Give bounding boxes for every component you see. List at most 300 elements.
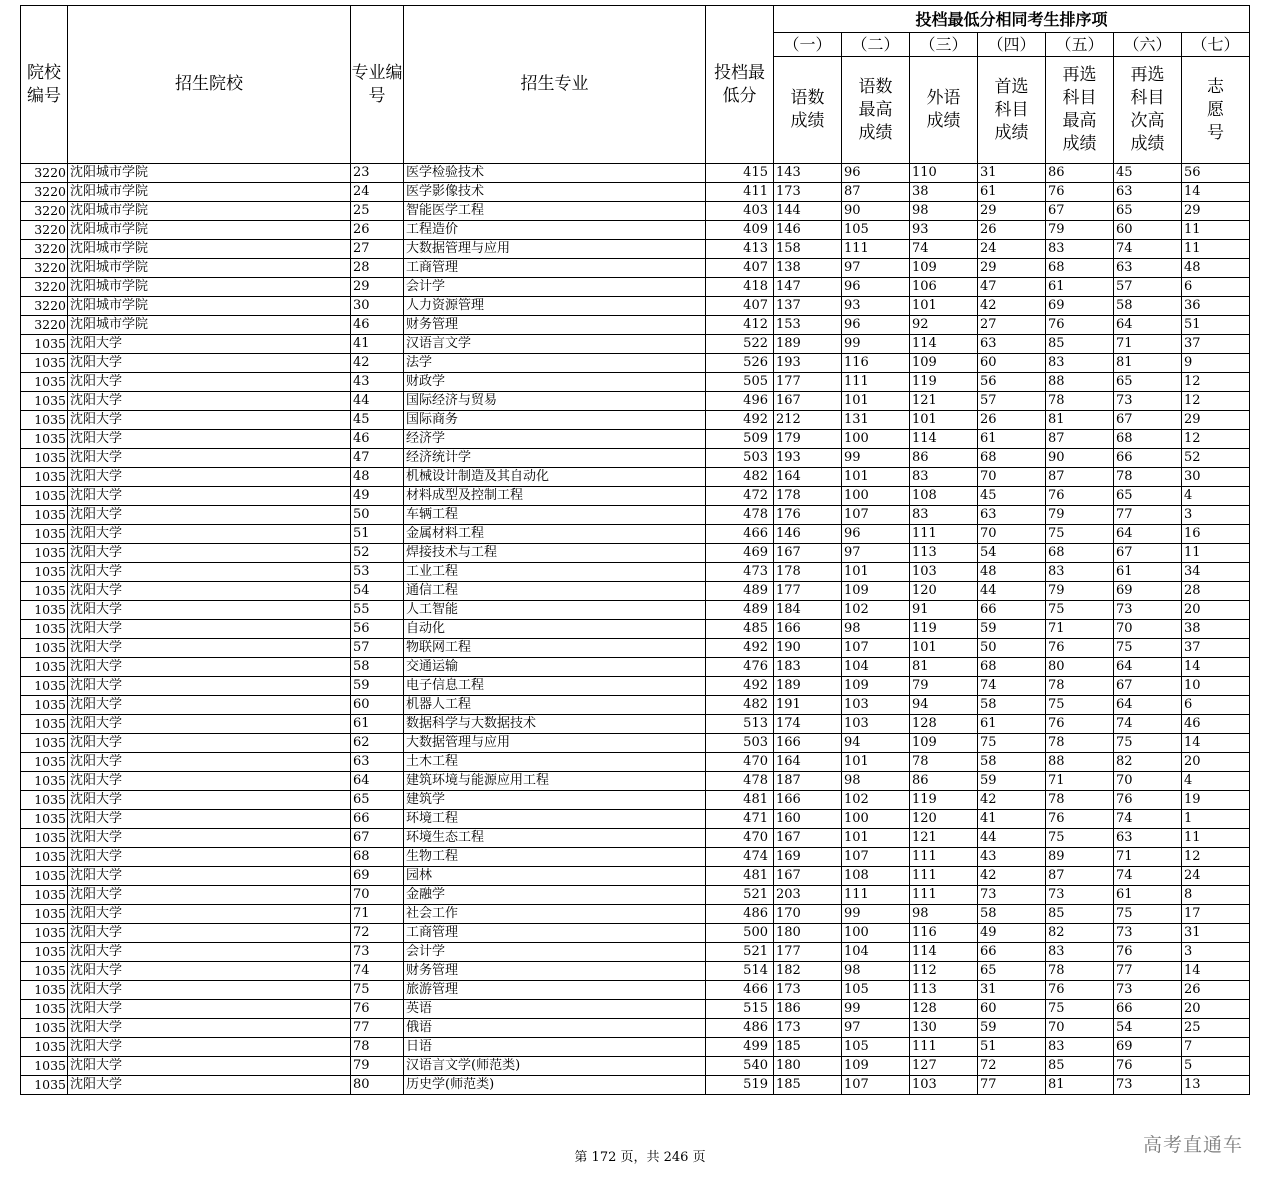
cell-item-1: 182 xyxy=(774,962,842,981)
cell-min-score: 521 xyxy=(706,943,774,962)
cell-school-code: 3220 xyxy=(21,164,68,183)
cell-item-1: 164 xyxy=(774,468,842,487)
cell-major-name: 材料成型及控制工程 xyxy=(404,487,706,506)
cell-item-2: 109 xyxy=(842,582,910,601)
table-row xyxy=(21,316,1250,335)
cell-item-1: 169 xyxy=(774,848,842,867)
cell-min-score: 485 xyxy=(706,620,774,639)
cell-item-6: 67 xyxy=(1114,544,1182,563)
cell-school-name: 沈阳大学 xyxy=(68,924,351,943)
cell-item-5: 76 xyxy=(1046,183,1114,202)
table-row xyxy=(21,544,1250,563)
page-number: 第 172 页，共 246 页 xyxy=(574,1150,706,1165)
cell-item-3: 111 xyxy=(910,525,978,544)
cell-school-code: 1035 xyxy=(21,392,68,411)
cell-school-name: 沈阳大学 xyxy=(68,696,351,715)
cell-school-name: 沈阳大学 xyxy=(68,658,351,677)
cell-min-score: 514 xyxy=(706,962,774,981)
cell-item-7: 14 xyxy=(1182,962,1250,981)
table-row xyxy=(21,278,1250,297)
cell-item-4: 29 xyxy=(978,202,1046,221)
cell-school-code: 1035 xyxy=(21,677,68,696)
table-row xyxy=(21,620,1250,639)
cell-major-name: 人力资源管理 xyxy=(404,297,706,316)
header-item-1-num: （一） xyxy=(774,33,842,57)
cell-major-code: 29 xyxy=(351,278,404,297)
cell-major-name: 智能医学工程 xyxy=(404,202,706,221)
cell-school-name: 沈阳大学 xyxy=(68,886,351,905)
cell-item-7: 37 xyxy=(1182,335,1250,354)
cell-item-7: 20 xyxy=(1182,1000,1250,1019)
cell-item-6: 65 xyxy=(1114,373,1182,392)
cell-min-score: 474 xyxy=(706,848,774,867)
cell-major-code: 25 xyxy=(351,202,404,221)
cell-min-score: 509 xyxy=(706,430,774,449)
cell-item-6: 76 xyxy=(1114,791,1182,810)
cell-major-name: 机械设计制造及其自动化 xyxy=(404,468,706,487)
cell-school-code: 1035 xyxy=(21,620,68,639)
cell-major-name: 交通运输 xyxy=(404,658,706,677)
cell-item-5: 69 xyxy=(1046,297,1114,316)
cell-item-4: 43 xyxy=(978,848,1046,867)
table-row xyxy=(21,335,1250,354)
cell-min-score: 412 xyxy=(706,316,774,335)
cell-item-2: 98 xyxy=(842,772,910,791)
cell-major-code: 56 xyxy=(351,620,404,639)
cell-item-1: 185 xyxy=(774,1076,842,1095)
cell-major-code: 51 xyxy=(351,525,404,544)
cell-item-1: 167 xyxy=(774,867,842,886)
cell-item-6: 69 xyxy=(1114,1038,1182,1057)
cell-school-name: 沈阳城市学院 xyxy=(68,259,351,278)
cell-school-code: 1035 xyxy=(21,943,68,962)
cell-item-3: 94 xyxy=(910,696,978,715)
cell-major-code: 44 xyxy=(351,392,404,411)
cell-major-name: 财政学 xyxy=(404,373,706,392)
cell-item-1: 153 xyxy=(774,316,842,335)
cell-item-6: 70 xyxy=(1114,772,1182,791)
cell-major-name: 人工智能 xyxy=(404,601,706,620)
cell-item-2: 103 xyxy=(842,696,910,715)
table-row xyxy=(21,392,1250,411)
cell-min-score: 505 xyxy=(706,373,774,392)
cell-school-name: 沈阳大学 xyxy=(68,411,351,430)
header-major-name: 招生专业 xyxy=(404,6,706,164)
cell-school-name: 沈阳城市学院 xyxy=(68,221,351,240)
cell-major-name: 英语 xyxy=(404,1000,706,1019)
cell-major-code: 55 xyxy=(351,601,404,620)
cell-item-1: 191 xyxy=(774,696,842,715)
cell-item-1: 178 xyxy=(774,563,842,582)
cell-major-code: 43 xyxy=(351,373,404,392)
cell-item-2: 104 xyxy=(842,658,910,677)
cell-major-code: 78 xyxy=(351,1038,404,1057)
table-row xyxy=(21,1019,1250,1038)
cell-item-1: 184 xyxy=(774,601,842,620)
cell-major-name: 会计学 xyxy=(404,278,706,297)
cell-item-6: 63 xyxy=(1114,259,1182,278)
cell-item-2: 96 xyxy=(842,164,910,183)
cell-item-2: 100 xyxy=(842,810,910,829)
cell-item-4: 44 xyxy=(978,582,1046,601)
cell-item-6: 75 xyxy=(1114,734,1182,753)
cell-school-name: 沈阳城市学院 xyxy=(68,278,351,297)
cell-item-6: 77 xyxy=(1114,506,1182,525)
cell-school-name: 沈阳大学 xyxy=(68,734,351,753)
cell-item-3: 114 xyxy=(910,335,978,354)
cell-item-3: 119 xyxy=(910,791,978,810)
cell-item-1: 185 xyxy=(774,1038,842,1057)
cell-item-5: 75 xyxy=(1046,601,1114,620)
cell-item-2: 98 xyxy=(842,620,910,639)
cell-item-2: 96 xyxy=(842,525,910,544)
cell-major-name: 生物工程 xyxy=(404,848,706,867)
header-item-5-label: 再选科目最高成绩 xyxy=(1046,57,1114,164)
cell-item-1: 170 xyxy=(774,905,842,924)
cell-item-7: 14 xyxy=(1182,734,1250,753)
cell-item-7: 11 xyxy=(1182,829,1250,848)
cell-item-4: 61 xyxy=(978,715,1046,734)
cell-item-6: 67 xyxy=(1114,677,1182,696)
cell-school-code: 3220 xyxy=(21,278,68,297)
cell-item-2: 107 xyxy=(842,639,910,658)
cell-school-name: 沈阳大学 xyxy=(68,373,351,392)
cell-item-5: 79 xyxy=(1046,506,1114,525)
cell-item-2: 116 xyxy=(842,354,910,373)
cell-min-score: 503 xyxy=(706,734,774,753)
cell-item-7: 10 xyxy=(1182,677,1250,696)
cell-item-4: 75 xyxy=(978,734,1046,753)
cell-major-name: 医学检验技术 xyxy=(404,164,706,183)
cell-item-1: 146 xyxy=(774,221,842,240)
cell-item-6: 73 xyxy=(1114,981,1182,1000)
cell-item-4: 72 xyxy=(978,1057,1046,1076)
cell-item-1: 166 xyxy=(774,734,842,753)
cell-item-7: 12 xyxy=(1182,373,1250,392)
cell-item-4: 70 xyxy=(978,468,1046,487)
cell-item-1: 183 xyxy=(774,658,842,677)
cell-item-1: 177 xyxy=(774,373,842,392)
cell-item-3: 101 xyxy=(910,639,978,658)
cell-school-code: 1035 xyxy=(21,430,68,449)
cell-item-5: 76 xyxy=(1046,487,1114,506)
cell-item-6: 74 xyxy=(1114,810,1182,829)
cell-major-name: 环境工程 xyxy=(404,810,706,829)
header-item-3-num: （三） xyxy=(910,33,978,57)
cell-school-name: 沈阳大学 xyxy=(68,1038,351,1057)
cell-item-3: 119 xyxy=(910,620,978,639)
cell-item-3: 98 xyxy=(910,905,978,924)
cell-school-code: 1035 xyxy=(21,1000,68,1019)
cell-item-3: 103 xyxy=(910,1076,978,1095)
cell-item-1: 212 xyxy=(774,411,842,430)
cell-item-3: 111 xyxy=(910,1038,978,1057)
cell-school-code: 1035 xyxy=(21,715,68,734)
cell-school-name: 沈阳城市学院 xyxy=(68,202,351,221)
cell-item-1: 177 xyxy=(774,943,842,962)
cell-min-score: 500 xyxy=(706,924,774,943)
cell-item-1: 158 xyxy=(774,240,842,259)
cell-major-code: 68 xyxy=(351,848,404,867)
cell-school-name: 沈阳城市学院 xyxy=(68,183,351,202)
cell-item-7: 14 xyxy=(1182,658,1250,677)
cell-item-1: 193 xyxy=(774,354,842,373)
cell-item-7: 56 xyxy=(1182,164,1250,183)
cell-item-5: 75 xyxy=(1046,696,1114,715)
cell-item-3: 106 xyxy=(910,278,978,297)
cell-major-name: 经济学 xyxy=(404,430,706,449)
cell-major-name: 历史学(师范类) xyxy=(404,1076,706,1095)
cell-item-6: 66 xyxy=(1114,1000,1182,1019)
cell-major-code: 42 xyxy=(351,354,404,373)
cell-school-code: 3220 xyxy=(21,316,68,335)
cell-school-name: 沈阳大学 xyxy=(68,1057,351,1076)
cell-item-3: 111 xyxy=(910,867,978,886)
cell-item-3: 114 xyxy=(910,430,978,449)
cell-item-3: 93 xyxy=(910,221,978,240)
cell-item-5: 75 xyxy=(1046,525,1114,544)
cell-item-5: 68 xyxy=(1046,259,1114,278)
cell-min-score: 413 xyxy=(706,240,774,259)
cell-major-name: 园林 xyxy=(404,867,706,886)
cell-item-5: 79 xyxy=(1046,221,1114,240)
table-row xyxy=(21,772,1250,791)
cell-item-6: 71 xyxy=(1114,335,1182,354)
cell-min-score: 469 xyxy=(706,544,774,563)
cell-major-code: 30 xyxy=(351,297,404,316)
cell-school-code: 1035 xyxy=(21,582,68,601)
cell-major-name: 电子信息工程 xyxy=(404,677,706,696)
cell-school-code: 1035 xyxy=(21,449,68,468)
table-row xyxy=(21,240,1250,259)
cell-item-5: 83 xyxy=(1046,354,1114,373)
cell-item-3: 119 xyxy=(910,373,978,392)
table-row xyxy=(21,411,1250,430)
cell-major-code: 69 xyxy=(351,867,404,886)
cell-item-1: 180 xyxy=(774,1057,842,1076)
cell-major-code: 26 xyxy=(351,221,404,240)
cell-item-4: 59 xyxy=(978,620,1046,639)
cell-min-score: 407 xyxy=(706,297,774,316)
cell-item-5: 76 xyxy=(1046,810,1114,829)
cell-item-3: 121 xyxy=(910,829,978,848)
cell-min-score: 513 xyxy=(706,715,774,734)
table-row xyxy=(21,183,1250,202)
cell-item-6: 69 xyxy=(1114,582,1182,601)
cell-item-3: 121 xyxy=(910,392,978,411)
cell-item-3: 83 xyxy=(910,506,978,525)
cell-item-7: 36 xyxy=(1182,297,1250,316)
cell-item-2: 111 xyxy=(842,240,910,259)
cell-item-7: 9 xyxy=(1182,354,1250,373)
cell-item-2: 97 xyxy=(842,544,910,563)
table-row xyxy=(21,715,1250,734)
cell-item-4: 58 xyxy=(978,905,1046,924)
cell-min-score: 540 xyxy=(706,1057,774,1076)
table-row xyxy=(21,582,1250,601)
table-row xyxy=(21,525,1250,544)
cell-item-2: 107 xyxy=(842,848,910,867)
cell-item-2: 105 xyxy=(842,1038,910,1057)
cell-major-code: 48 xyxy=(351,468,404,487)
cell-min-score: 492 xyxy=(706,677,774,696)
cell-item-4: 29 xyxy=(978,259,1046,278)
cell-item-3: 110 xyxy=(910,164,978,183)
cell-item-2: 93 xyxy=(842,297,910,316)
cell-item-1: 203 xyxy=(774,886,842,905)
cell-school-code: 1035 xyxy=(21,354,68,373)
cell-major-name: 会计学 xyxy=(404,943,706,962)
cell-item-4: 59 xyxy=(978,772,1046,791)
cell-school-name: 沈阳大学 xyxy=(68,354,351,373)
table-row xyxy=(21,373,1250,392)
cell-item-7: 25 xyxy=(1182,1019,1250,1038)
cell-item-1: 178 xyxy=(774,487,842,506)
cell-item-2: 100 xyxy=(842,430,910,449)
cell-item-1: 137 xyxy=(774,297,842,316)
cell-item-7: 52 xyxy=(1182,449,1250,468)
cell-item-2: 101 xyxy=(842,829,910,848)
cell-item-5: 78 xyxy=(1046,962,1114,981)
cell-item-7: 6 xyxy=(1182,278,1250,297)
cell-item-3: 86 xyxy=(910,449,978,468)
table-row xyxy=(21,487,1250,506)
cell-item-1: 147 xyxy=(774,278,842,297)
header-school-code: 院校编号 xyxy=(21,6,68,164)
cell-school-name: 沈阳大学 xyxy=(68,487,351,506)
cell-item-3: 128 xyxy=(910,715,978,734)
cell-item-6: 74 xyxy=(1114,240,1182,259)
cell-item-4: 61 xyxy=(978,183,1046,202)
cell-item-7: 11 xyxy=(1182,544,1250,563)
cell-min-score: 481 xyxy=(706,867,774,886)
cell-school-name: 沈阳大学 xyxy=(68,1019,351,1038)
cell-major-code: 59 xyxy=(351,677,404,696)
cell-item-5: 89 xyxy=(1046,848,1114,867)
cell-item-6: 67 xyxy=(1114,411,1182,430)
cell-school-name: 沈阳大学 xyxy=(68,943,351,962)
cell-item-3: 128 xyxy=(910,1000,978,1019)
cell-school-code: 1035 xyxy=(21,886,68,905)
cell-item-5: 75 xyxy=(1046,829,1114,848)
table-row xyxy=(21,259,1250,278)
cell-item-3: 120 xyxy=(910,582,978,601)
cell-major-name: 自动化 xyxy=(404,620,706,639)
cell-item-7: 48 xyxy=(1182,259,1250,278)
cell-item-1: 173 xyxy=(774,981,842,1000)
cell-school-name: 沈阳大学 xyxy=(68,582,351,601)
cell-major-code: 67 xyxy=(351,829,404,848)
cell-item-7: 11 xyxy=(1182,240,1250,259)
cell-major-code: 72 xyxy=(351,924,404,943)
cell-item-6: 66 xyxy=(1114,449,1182,468)
cell-item-4: 48 xyxy=(978,563,1046,582)
cell-major-name: 俄语 xyxy=(404,1019,706,1038)
cell-major-code: 46 xyxy=(351,316,404,335)
table-row xyxy=(21,753,1250,772)
cell-item-1: 167 xyxy=(774,544,842,563)
cell-item-3: 101 xyxy=(910,411,978,430)
cell-item-3: 74 xyxy=(910,240,978,259)
cell-item-3: 111 xyxy=(910,848,978,867)
header-item-5-num: （五） xyxy=(1046,33,1114,57)
cell-major-name: 国际商务 xyxy=(404,411,706,430)
cell-item-7: 8 xyxy=(1182,886,1250,905)
cell-item-4: 45 xyxy=(978,487,1046,506)
table-row xyxy=(21,601,1250,620)
cell-item-1: 179 xyxy=(774,430,842,449)
cell-item-6: 63 xyxy=(1114,183,1182,202)
cell-item-3: 108 xyxy=(910,487,978,506)
cell-item-7: 37 xyxy=(1182,639,1250,658)
cell-item-6: 75 xyxy=(1114,905,1182,924)
cell-major-name: 大数据管理与应用 xyxy=(404,734,706,753)
cell-major-name: 物联网工程 xyxy=(404,639,706,658)
cell-item-7: 11 xyxy=(1182,221,1250,240)
cell-major-code: 61 xyxy=(351,715,404,734)
cell-school-name: 沈阳大学 xyxy=(68,772,351,791)
table-row xyxy=(21,962,1250,981)
cell-item-1: 189 xyxy=(774,335,842,354)
table-row xyxy=(21,563,1250,582)
cell-item-3: 109 xyxy=(910,354,978,373)
cell-item-4: 54 xyxy=(978,544,1046,563)
cell-item-5: 88 xyxy=(1046,373,1114,392)
cell-school-code: 1035 xyxy=(21,772,68,791)
cell-min-score: 489 xyxy=(706,582,774,601)
cell-school-name: 沈阳大学 xyxy=(68,601,351,620)
cell-major-name: 环境生态工程 xyxy=(404,829,706,848)
cell-item-7: 28 xyxy=(1182,582,1250,601)
cell-school-name: 沈阳城市学院 xyxy=(68,297,351,316)
cell-school-name: 沈阳大学 xyxy=(68,620,351,639)
cell-item-2: 101 xyxy=(842,753,910,772)
cell-item-1: 173 xyxy=(774,183,842,202)
cell-item-1: 187 xyxy=(774,772,842,791)
cell-item-4: 63 xyxy=(978,335,1046,354)
cell-item-7: 12 xyxy=(1182,392,1250,411)
cell-major-name: 工程造价 xyxy=(404,221,706,240)
cell-item-2: 100 xyxy=(842,487,910,506)
cell-item-5: 85 xyxy=(1046,335,1114,354)
cell-item-5: 82 xyxy=(1046,924,1114,943)
header-item-6-num: （六） xyxy=(1114,33,1182,57)
cell-major-name: 建筑学 xyxy=(404,791,706,810)
cell-item-4: 74 xyxy=(978,677,1046,696)
cell-item-2: 109 xyxy=(842,1057,910,1076)
cell-item-3: 127 xyxy=(910,1057,978,1076)
cell-item-1: 193 xyxy=(774,449,842,468)
cell-item-6: 81 xyxy=(1114,354,1182,373)
cell-item-4: 57 xyxy=(978,392,1046,411)
cell-item-7: 29 xyxy=(1182,202,1250,221)
cell-school-code: 1035 xyxy=(21,411,68,430)
cell-item-7: 46 xyxy=(1182,715,1250,734)
cell-item-6: 45 xyxy=(1114,164,1182,183)
cell-item-6: 70 xyxy=(1114,620,1182,639)
cell-item-5: 85 xyxy=(1046,1057,1114,1076)
cell-major-code: 74 xyxy=(351,962,404,981)
cell-item-5: 76 xyxy=(1046,981,1114,1000)
table-row xyxy=(21,867,1250,886)
cell-item-4: 27 xyxy=(978,316,1046,335)
cell-item-6: 76 xyxy=(1114,943,1182,962)
cell-item-1: 189 xyxy=(774,677,842,696)
cell-item-4: 58 xyxy=(978,753,1046,772)
cell-school-name: 沈阳大学 xyxy=(68,506,351,525)
cell-item-3: 92 xyxy=(910,316,978,335)
cell-item-7: 34 xyxy=(1182,563,1250,582)
